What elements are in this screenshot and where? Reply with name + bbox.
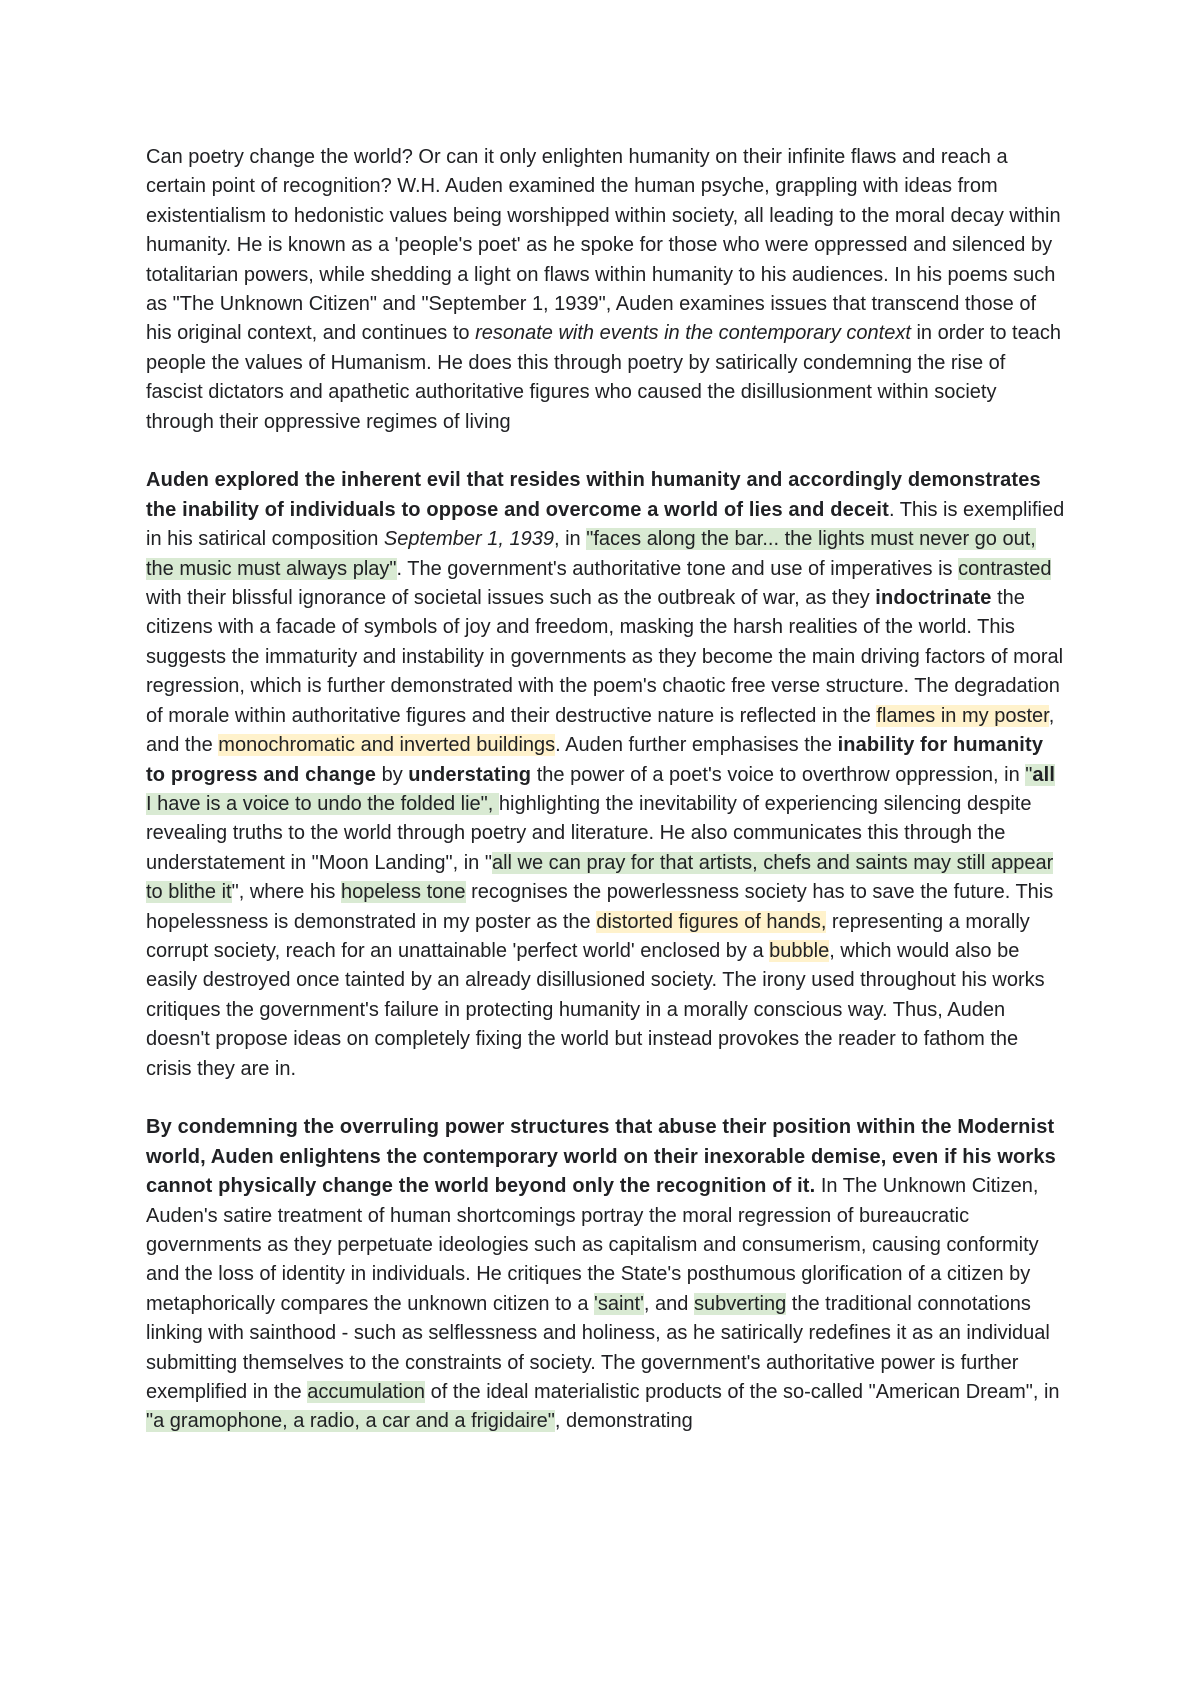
text-run: the traditional connotations linking with sainthood - such as selflessness and holiness, as he satirically redefines it as an individual submitting themselves to the constraints of society. The government's authoritative power is further exemplified in the: [146, 1292, 1050, 1404]
text-run: , and: [643, 1292, 694, 1315]
text-run: . The government's authoritative tone and use of imperatives is: [396, 557, 959, 580]
text-run: . Auden further emphasises the: [555, 734, 838, 757]
text-run: Can poetry change the world? Or can it only enlighten humanity on their infinite flaws and reach a certain point of recognition? W.H. Auden examined the human psyche, grappling with ideas from existentialism to hedonistic values being worshipped within society, all leading to the moral decay within humanity. He is known as a 'people's poet' as he spoke for those who were oppressed and silenced by totalitarian powers, while shedding a light on flaws within humanity to his audiences. In his poems such as "The Unknown Citizen" and "September 1, 1939", Auden examines issues that transcend those of his original context, and continues to: [146, 146, 1061, 345]
green-highlight: accumulation: [307, 1381, 426, 1404]
text-run: In The Unknown Citizen, Auden's satire treatment of human shortcomings portray the moral regression of bureaucratic governments as they perpetuate ideologies such as capitalism and consumerism, causing conformity and the loss of identity in individuals. He critiques the State's posthumous glorification of a citizen by metaphorically compares the unknown citizen to a: [146, 1175, 1039, 1315]
italic-text-run: September 1, 1939: [383, 528, 554, 551]
yellow-highlight: monochromatic and inverted buildings: [218, 734, 556, 757]
green-highlight: 'saint': [594, 1292, 644, 1315]
yellow-highlight: flames in my poster: [876, 704, 1049, 727]
text-run: in order to teach people the values of Humanism. He does this through poetry by satirically condemning the rise of fascist dictators and apathetic authoritative figures who caused the disillusionment within society through their oppressive regimes of living: [146, 322, 1061, 433]
bold-text-run: Auden explored the inherent evil that resides within humanity and accordingly demonstrates the inability of individuals to oppose and overcome a world of lies and deceit: [146, 469, 1041, 521]
text-run: , in: [554, 528, 587, 551]
green-highlight: contrasted: [958, 557, 1052, 580]
text-run: the power of a poet's voice to overthrow oppression, in: [531, 763, 1026, 786]
bold-text-run: inability for humanity to progress and change: [146, 734, 1044, 786]
bold-text-run: indoctrinate: [875, 587, 992, 610]
yellow-highlight: distorted figures of hands,: [596, 910, 827, 933]
body-paragraph-2: [146, 1113, 1066, 1436]
green-highlight: all: [1032, 763, 1056, 786]
text-run: . This is exemplified in his satirical composition: [146, 498, 1065, 551]
green-highlight: I have is a voice to undo the folded lie",: [146, 792, 499, 815]
green-highlight: "a gramophone, a radio, a car and a frigidaire": [146, 1410, 555, 1433]
text-run: highlighting the inevitability of experiencing silencing despite revealing truths to the world through poetry and literature. He also communicates this through the understatement in "Moon Landing", in ": [146, 792, 1032, 874]
text-run: of the ideal materialistic products of the so-called "American Dream", in: [425, 1381, 1060, 1404]
intro-paragraph: [146, 143, 1066, 437]
italic-text-run: resonate with events in the contemporary context: [475, 322, 911, 345]
essay-body: [146, 143, 1066, 1466]
green-highlight: "faces along the bar... the lights must never go out, the music must always play": [146, 528, 1036, 580]
green-highlight: ": [1025, 763, 1033, 786]
text-run: with their blissful ignorance of societal issues such as the outbreak of war, as they: [146, 587, 876, 610]
text-run: the citizens with a facade of symbols of joy and freedom, masking the harsh realities of the world. This suggests the immaturity and instability in governments as they become the main driving factors of moral regression, which is further demonstrated with the poem's chaotic free verse structure. The degradation of morale within authoritative figures and their destructive nature is reflected in the: [146, 587, 1064, 727]
text-run: ", where his: [231, 881, 341, 904]
text-run: representing a morally corrupt society, reach for an unattainable 'perfect world' enclosed by a: [146, 910, 1030, 962]
text-run: by: [376, 763, 409, 786]
bold-text-run: By condemning the overruling power structures that abuse their position within the Modernist world, Auden enlightens the contemporary world on their inexorable demise, even if his works cannot physically change the world beyond only the recognition of it.: [146, 1116, 1056, 1198]
green-highlight: subverting: [693, 1292, 787, 1315]
green-highlight: all we can pray for that artists, chefs and saints may still appear to blithe it: [146, 851, 1054, 904]
text-run: , demonstrating: [554, 1410, 693, 1433]
body-paragraph-1: [146, 466, 1066, 1084]
text-run: , and the: [146, 704, 1055, 757]
yellow-highlight: bubble: [769, 939, 830, 962]
bold-text-run: understating: [408, 763, 532, 786]
green-highlight: hopeless tone: [340, 881, 466, 904]
text-run: , which would also be easily destroyed once tainted by an already disillusioned society. The irony used throughout his works critiques the government's failure in protecting humanity in a morally conscious way. Thus, Auden doesn't propose ideas on completely fixing the world but instead provokes the reader to fathom the crisis they are in.: [146, 939, 1045, 1080]
text-run: recognises the powerlessness society has to save the future. This hopelessness is demonstrated in my poster as the: [146, 881, 1054, 933]
